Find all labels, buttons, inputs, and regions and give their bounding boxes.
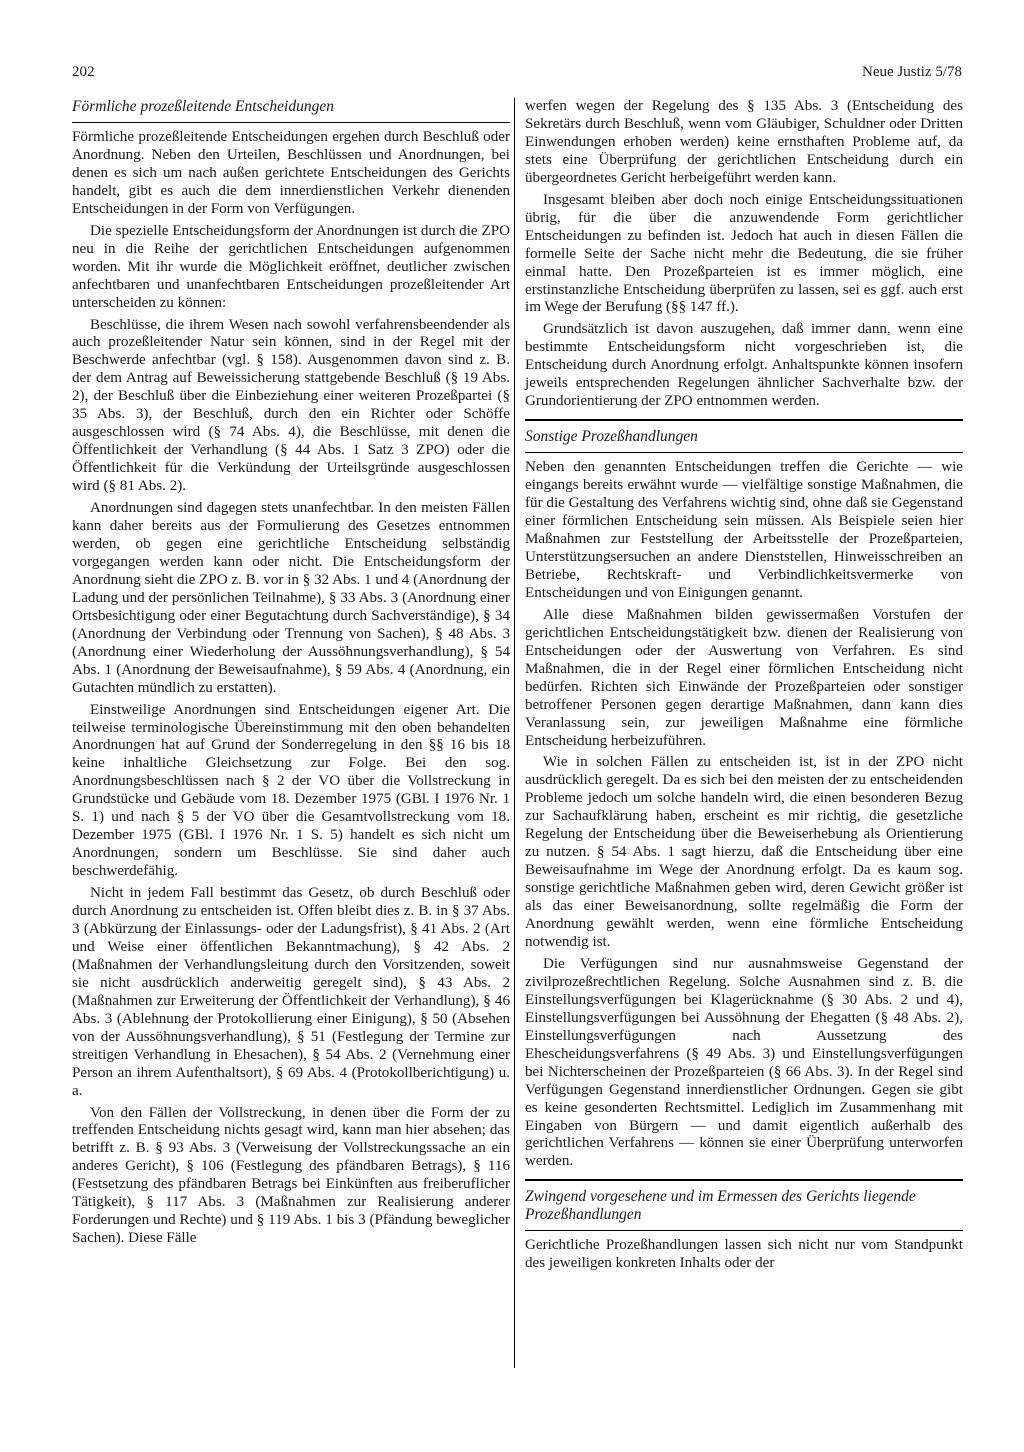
section-heading-formliche: Förmliche prozeßleitende Entscheidungen <box>72 98 510 123</box>
journal-issue: Neue Justiz 5/78 <box>862 64 962 80</box>
paragraph: Beschlüsse, die ihrem Wesen nach sowohl verfahrensbeendender als auch prozeßleitender Natur sein können, sind in der Regel mit der Beschwerde anfechtbar (vgl. § 158). Ausgenommen davon sind z. B. der dem Antrag auf Beweissicherung stattgebende Beschluß (§ 19 Abs. 2), der Beschluß über die Einbeziehung einer weiteren Prozeßpartei (§ 35 Abs. 3), der Beschluß, durch den ein Richter oder Schöffe ausgeschlossen wird (§ 74 Abs. 4), die Beschlüsse, mit denen die Öffentlichkeit der Verhandlung (§ 44 Abs. 1 Satz 3 ZPO) oder die Öffentlichkeit für die Verkündung der Urteilsgründe ausgeschlossen wird (§ 81 Abs. 2). <box>72 316 510 495</box>
page-number: 202 <box>72 64 95 80</box>
paragraph: Förmliche prozeßleitende Entscheidungen ergehen durch Beschluß oder Anordnung. Neben den Urteilen, Beschlüssen und Anordnungen, bei denen es sich um nach außen gerichtete Entscheidungen des Gerichts handelt, gibt es auch die dem innerdienstlichen Verkehr dienenden Entscheidungen in der Form von Verfügungen. <box>72 129 510 217</box>
paragraph: Die Verfügungen sind nur ausnahmsweise Gegenstand der zivilprozeßrechtlichen Regelung. Solche Ausnahmen sind z. B. die Einstellungsverfügungen bei Klagerücknahme (§ 30 Abs. 2 und 4), Einstellungsverfügungen bei Aussöhnung der Ehegatten (§ 48 Abs. 2), Einstellungsverfügungen nach Aussetzung des Ehescheidungsverfahrens (§ 49 Abs. 3) und Einstellungsverfügungen bei Nichterscheinen der Prozeßparteien (§ 66 Abs. 3). In der Regel sind Verfügungen Gegenstand innerdienstlicher Ordnungen. Gegen sie gibt es keine gesonderten Rechtsmittel. Lediglich im Zusammenhang mit Eingaben von Bürgern — und damit eigentlich außerhalb des gerichtlichen Verfahrens — können sie einer Überprüfung unterworfen werden. <box>525 955 963 1170</box>
paragraph: Alle diese Maßnahmen bilden gewissermaßen Vorstufen der gerichtlichen Entscheidungstätigkeit bzw. dienen der Realisierung von Entscheidungen oder der Auswertung von Verfahren. Es sind Maßnahmen, die in der Regel einer förmlichen Entscheidung nicht bedürfen. Richten sich Einwände der Prozeßparteien oder sonstiger betroffener Personen gegen derartige Maßnahmen, dann kann dies Veranlassung sein, zur jeweiligen Maßnahme eine förmliche Entscheidung herbeizuführen. <box>525 606 963 749</box>
paragraph: Gerichtliche Prozeßhandlungen lassen sich nicht nur vom Standpunkt des jeweiligen konkreten Inhalts oder der <box>525 1237 963 1272</box>
paragraph: Grundsätzlich ist davon auszugehen, daß immer dann, wenn eine bestimmte Entscheidungsform nicht vorgeschrieben ist, die Entscheidung durch Anordnung erfolgt. Anhaltspunkte können insofern jeweils entsprechenden Regelungen ähnlicher Sachverhalte bzw. der Grundorientierung der ZPO entnommen werden. <box>525 321 963 410</box>
paragraph: Anordnungen sind dagegen stets unanfechtbar. In den meisten Fällen kann daher bereits aus der Formulierung des Gesetzes entnommen werden, ob gegen eine gerichtliche Entscheidung selbständig vorgegangen werden kann oder nicht. Die Entscheidungsform der Anordnung sieht die ZPO z. B. vor in § 32 Abs. 1 und 4 (Anordnung der Ladung und der persönlichen Teilnahme), § 33 Abs. 3 (Anordnung einer Ortsbesichtigung oder einer Begutachtung durch Sachverständige), § 34 (Anordnung der Verbindung oder Trennung von Sachen), § 48 Abs. 3 (Anordnung einer Wiederholung der Aussöhnungsverhandlung), § 54 Abs. 1 (Anordnung der Beweisaufnahme), § 59 Abs. 4 (Anordnung, ein Gutachten mündlich zu erstatten). <box>72 500 510 696</box>
paragraph: Die spezielle Entscheidungsform der Anordnungen ist durch die ZPO neu in die Reihe der gerichtlichen Entscheidungen aufgenommen worden. Mit ihr wurde die Möglichkeit eröffnet, deutlicher zwischen anfechtbaren und unanfechtbaren Entscheidungen prozeßleitender Art unterscheiden zu können: <box>72 222 510 311</box>
paragraph: Einstweilige Anordnungen sind Entscheidungen eigener Art. Die teilweise terminologische Übereinstimmung mit den oben behandelten Anordnungen hat auf Grund der Sonderregelung in den §§ 16 bis 18 keine inhaltliche Gleichsetzung zur Folge. Bei den sog. Anordnungsbeschlüssen nach § 2 der VO über die Vollstreckung in Grundstücke und Gebäude vom 18. Dezember 1975 (GBl. I 1976 Nr. 1 S. 1) und nach § 5 der VO über die Gesamtvollstreckung vom 18. Dezember 1975 (GBl. I 1976 Nr. 1 S. 5) handelt es sich nicht um Anordnungen, sondern um Beschlüsse. Sie sind daher auch beschwerdefähig. <box>72 701 510 880</box>
paragraph: Von den Fällen der Vollstreckung, in denen über die Form der zu treffenden Entscheidung nichts gesagt wird, kann man hier absehen; das betrifft z. B. § 93 Abs. 3 (Verweisung der Vollstreckungssache an ein anderes Gericht), § 106 (Festlegung des pfändbaren Betrags), § 116 (Festsetzung des pfändbaren Betrags bei Einkünften aus freiberuflicher Tätigkeit), § 117 Abs. 3 (Maßnahmen zur Realisierung anderer Forderungen und Rechte) und § 119 Abs. 1 bis 3 (Pfändung beweglicher Sachen). Diese Fälle <box>72 1104 510 1247</box>
section-heading-sonstige: Sonstige Prozeßhandlungen <box>525 419 963 453</box>
column-divider <box>514 98 515 1368</box>
left-column <box>72 98 510 1252</box>
paragraph: Neben den genannten Entscheidungen treffen die Gerichte — wie eingangs bereits erwähnt wurde — vielfältige sonstige Maßnahmen, die für die Gestaltung des Verfahrens wichtig sind, ohne daß sie Gegenstand einer förmlichen Entscheidung sein müssen. Als Beispiele seien hier Maßnahmen zur Feststellung der Arbeitsstelle der Prozeßparteien, Unterstützungsersuchen an andere Dienststellen, Hinweisschreiben an Betriebe, Rechtskraft- und Verbindlichkeitsvermerke von Entscheidungen und von Einigungen genannt. <box>525 459 963 601</box>
section-heading-zwingend: Zwingend vorgesehene und im Ermessen des Gerichts liegende Prozeßhandlungen <box>525 1179 963 1231</box>
paragraph: Wie in solchen Fällen zu entscheiden ist, ist in der ZPO nicht ausdrücklich geregelt. Da es sich bei den meisten der zu entscheidenden Probleme jedoch um solche handeln wird, die einen besonderen Bezug zur Sachaufklärung haben, erscheint es mir richtig, die gesetzliche Regelung der Entscheidung über die Beweiserhebung als Orientierung zu nutzen. § 54 Abs. 1 sagt hierzu, daß die Entscheidung über eine Beweisaufnahme im Wege der Anordnung erfolgt. Da es kaum sog. sonstige gerichtliche Maßnahmen geben wird, deren Gewicht größer ist als das einer Beweisanordnung, sollte regelmäßig die Form der Anordnung gewählt werden, wenn eine förmliche Entscheidung notwendig ist. <box>525 754 963 950</box>
paragraph: Nicht in jedem Fall bestimmt das Gesetz, ob durch Beschluß oder durch Anordnung zu entscheiden ist. Offen bleibt dies z. B. in § 37 Abs. 3 (Abkürzung der Einlassungs- oder der Ladungsfrist), § 41 Abs. 2 (Art und Weise einer öffentlichen Bekanntmachung), § 42 Abs. 2 (Maßnahmen der Verhandlungsleitung durch den Vorsitzenden, soweit sie nicht ausdrücklich anderweitig geregelt sind), § 43 Abs. 2 (Maßnahmen zur Erweiterung der Öffentlichkeit der Verhandlung), § 46 Abs. 3 (Ablehnung der Protokollierung einer Einigung), § 50 (Absehen von der Aussöhnungsverhandlung), § 51 (Festlegung der Termine zur streitigen Verhandlung in Ehesachen), § 54 Abs. 2 (Vernehmung einer Person an ihrem Aufenthaltsort), § 69 Abs. 4 (Protokollberichtigung) u. a. <box>72 885 510 1099</box>
paragraph: Insgesamt bleiben aber doch noch einige Entscheidungssituationen übrig, für die über die anzuwendende Form gerichtlicher Entscheidungen zu befinden ist. Jedoch hat auch in diesen Fällen die formelle Seite der Sache nicht mehr die Bedeutung, die sie früher einmal hatte. Den Prozeßparteien ist es immer möglich, eine erstinstanzliche Entscheidung überprüfen zu lassen, sei es ggf. auch erst im Wege der Berufung (§§ 147 ff.). <box>525 191 963 316</box>
page-header <box>72 64 962 84</box>
paragraph: werfen wegen der Regelung des § 135 Abs. 3 (Entscheidung des Sekretärs durch Beschluß, wenn vom Gläubiger, Schuldner oder Dritten Einwendungen erhoben werden) keine ernsthaften Probleme auf, da stets eine Überprüfung der gerichtlichen Entscheidung durch ein übergeordnetes Gericht herbeigeführt werden kann. <box>525 98 963 186</box>
right-column <box>525 98 963 1277</box>
